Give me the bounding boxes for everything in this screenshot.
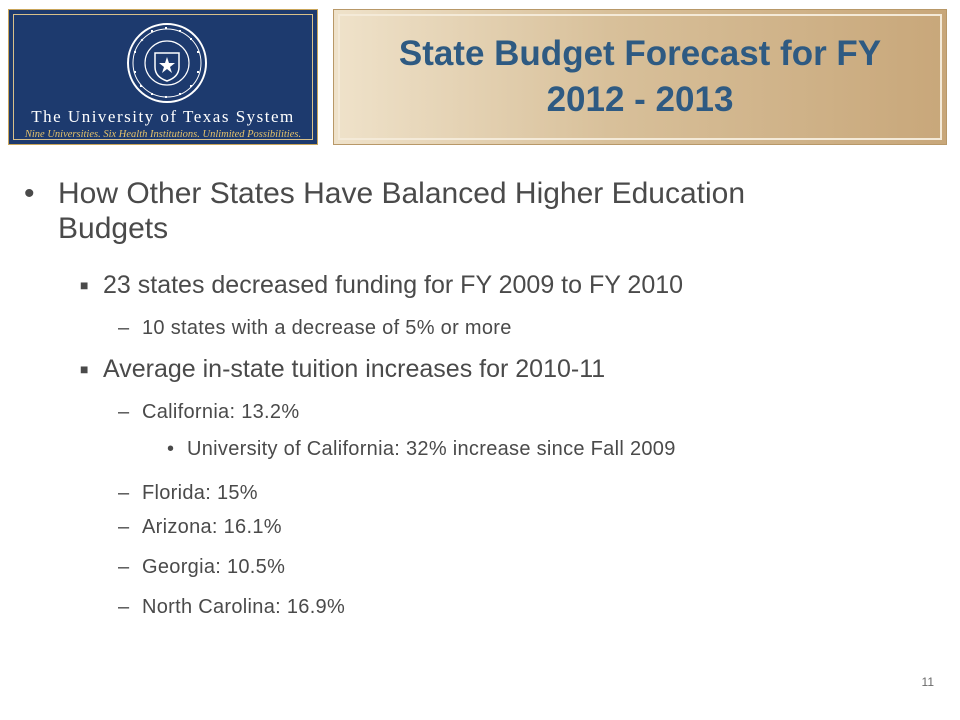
page-number: 11: [921, 675, 934, 689]
dash-bullet-icon: –: [118, 401, 130, 423]
point-university-of-california: University of California: 32% increase since Fall 2009: [187, 438, 676, 460]
square-bullet-icon: ■: [80, 277, 89, 293]
point-tuition-increases: Average in-state tuition increases for 2010-11: [103, 355, 606, 383]
point-georgia: Georgia: 10.5%: [142, 556, 286, 578]
point-arizona: Arizona: 16.1%: [142, 516, 282, 538]
slide-title: State Budget Forecast for FY 2012 - 2013: [398, 34, 882, 119]
point-funding-decrease: 23 states decreased funding for FY 2009 to FY 2010: [103, 271, 684, 299]
square-bullet-icon: ■: [80, 361, 89, 377]
logo-tagline: Nine Universities. Six Health Institutions. Unlimited Possibilities.: [24, 129, 302, 140]
dash-bullet-icon: –: [118, 556, 130, 578]
dash-bullet-icon: –: [118, 317, 130, 339]
section-heading: How Other States Have Balanced Higher Education Budgets: [58, 177, 746, 245]
bullet-icon: •: [24, 177, 35, 210]
point-florida: Florida: 15%: [142, 482, 258, 504]
bullet-icon: •: [167, 438, 175, 460]
dash-bullet-icon: –: [118, 516, 130, 538]
logo-name: The University of Texas System: [31, 107, 295, 126]
point-california: California: 13.2%: [142, 401, 300, 423]
point-north-carolina: North Carolina: 16.9%: [142, 596, 346, 618]
dash-bullet-icon: –: [118, 596, 130, 618]
point-decrease-5-percent: 10 states with a decrease of 5% or more: [142, 317, 512, 339]
dash-bullet-icon: –: [118, 482, 130, 504]
